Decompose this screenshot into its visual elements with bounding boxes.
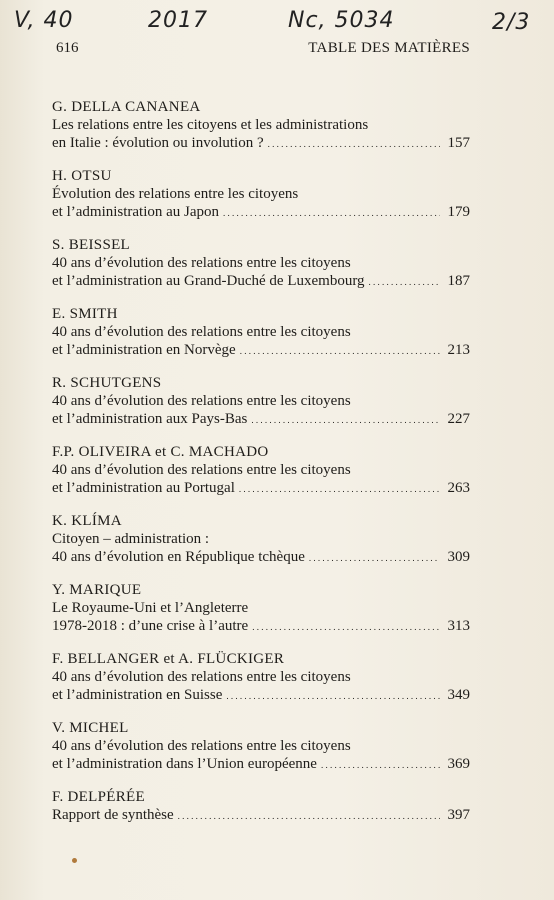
toc-page-number: 187 (447, 273, 470, 289)
toc-last-line (52, 341, 470, 360)
toc-last-line (52, 617, 470, 636)
toc-page-number: 313 (447, 618, 470, 634)
toc-author: Y. MARIQUE (52, 582, 142, 598)
dot-leader (309, 548, 440, 567)
toc-entry (52, 650, 470, 705)
dot-leader (223, 203, 440, 222)
toc-title-line: 40 ans d’évolution des relations entre les citoyens (52, 255, 351, 271)
toc-last-line (52, 806, 470, 825)
toc-entry (52, 374, 470, 429)
toc-last-line (52, 410, 470, 429)
toc-page-number: 397 (447, 807, 470, 823)
toc-entry (52, 305, 470, 360)
toc-title-line: 40 ans d’évolution en République tchèque (52, 549, 305, 565)
dot-leader (240, 341, 440, 360)
table-of-contents (52, 98, 470, 839)
toc-page-number: 157 (447, 135, 470, 151)
dot-leader (321, 755, 440, 774)
toc-title-line: 1978-2018 : d’une crise à l’autre (52, 618, 249, 634)
toc-author: G. DELLA CANANEA (52, 99, 201, 115)
toc-page-number: 179 (447, 204, 470, 220)
dot-leader (268, 134, 440, 153)
toc-author: F. BELLANGER et A. FLÜCKIGER (52, 651, 285, 667)
dot-leader (369, 272, 440, 291)
toc-title-line: 40 ans d’évolution des relations entre les citoyens (52, 462, 351, 478)
toc-entry (52, 167, 470, 222)
toc-entry (52, 788, 470, 825)
toc-title-line: et l’administration aux Pays-Bas (52, 411, 248, 427)
toc-title-line: Rapport de synthèse (52, 807, 174, 823)
toc-author: F.P. OLIVEIRA et C. MACHADO (52, 444, 269, 460)
toc-title-line: Les relations entre les citoyens et les administrations (52, 117, 369, 133)
toc-title-line: et l’administration en Norvège (52, 342, 236, 358)
toc-last-line (52, 686, 470, 705)
toc-entry (52, 98, 470, 153)
toc-title-line: et l’administration au Japon (52, 204, 220, 220)
page-number: 616 (56, 40, 79, 56)
handwritten-volume: V, 40 (14, 8, 74, 33)
toc-title-line: 40 ans d’évolution des relations entre les citoyens (52, 324, 351, 340)
page-header (56, 40, 470, 60)
dot-leader (226, 686, 440, 705)
toc-page-number: 349 (447, 687, 470, 703)
toc-title-line: 40 ans d’évolution des relations entre les citoyens (52, 669, 351, 685)
toc-author: F. DELPÉRÉE (52, 789, 145, 805)
toc-page-number: 309 (447, 549, 470, 565)
toc-author: R. SCHUTGENS (52, 375, 162, 391)
toc-page-number: 369 (447, 756, 470, 772)
dot-leader (239, 479, 440, 498)
paper-speck (72, 858, 77, 863)
toc-entry (52, 236, 470, 291)
toc-title-line: et l’administration en Suisse (52, 687, 223, 703)
toc-author: V. MICHEL (52, 720, 129, 736)
toc-title-line: Évolution des relations entre les citoyens (52, 186, 299, 202)
toc-page-number: 213 (447, 342, 470, 358)
toc-page-number: 263 (447, 480, 470, 496)
dot-leader (252, 617, 440, 636)
toc-title-line: et l’administration au Portugal (52, 480, 235, 496)
running-title: TABLE DES MATIÈRES (308, 40, 470, 56)
handwritten-number: Nc, 5034 (288, 8, 395, 33)
handwritten-year: 2017 (148, 8, 208, 33)
dot-leader (178, 806, 440, 825)
toc-entry (52, 443, 470, 498)
toc-last-line (52, 134, 470, 153)
toc-title-line: et l’administration au Grand-Duché de Luxembourg (52, 273, 365, 289)
toc-title-line: 40 ans d’évolution des relations entre les citoyens (52, 738, 351, 754)
toc-last-line (52, 479, 470, 498)
toc-entry (52, 719, 470, 774)
handwritten-fraction: 2/3 (492, 10, 531, 35)
toc-title-line: en Italie : évolution ou involution ? (52, 135, 264, 151)
toc-author: K. KLÍMA (52, 513, 122, 529)
toc-author: E. SMITH (52, 306, 118, 322)
toc-title-line: 40 ans d’évolution des relations entre les citoyens (52, 393, 351, 409)
toc-last-line (52, 203, 470, 222)
toc-author: S. BEISSEL (52, 237, 131, 253)
toc-last-line (52, 755, 470, 774)
toc-title-line: Citoyen – administration : (52, 531, 210, 547)
toc-last-line (52, 548, 470, 567)
toc-page-number: 227 (447, 411, 470, 427)
toc-last-line (52, 272, 470, 291)
toc-title-line: Le Royaume-Uni et l’Angleterre (52, 600, 249, 616)
toc-title-line: et l’administration dans l’Union européenne (52, 756, 317, 772)
toc-author: H. OTSU (52, 168, 112, 184)
dot-leader (251, 410, 440, 429)
toc-entry (52, 512, 470, 567)
toc-entry (52, 581, 470, 636)
